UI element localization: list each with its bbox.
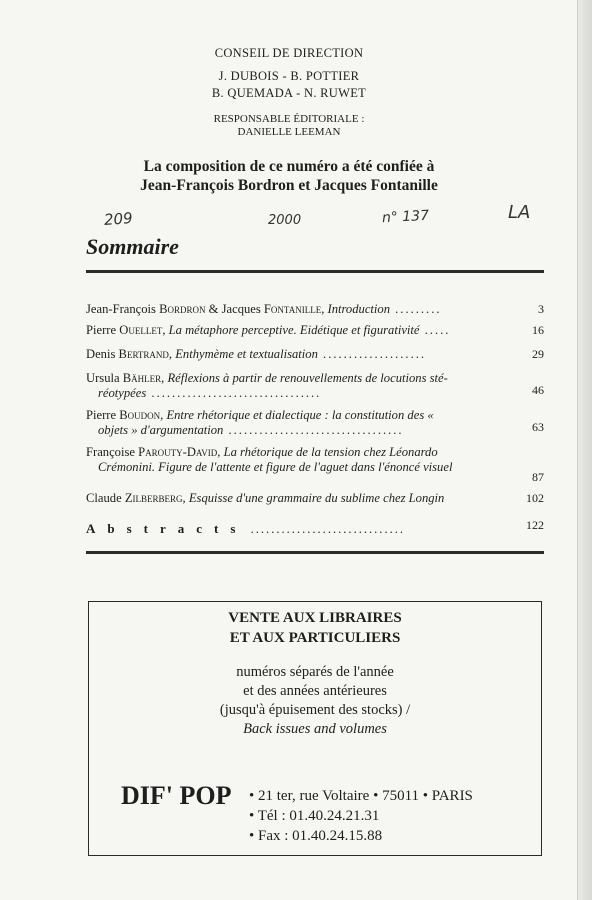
handwritten-note: 2000: [268, 213, 302, 228]
toc-author-last: Bähler: [122, 371, 162, 385]
toc-author-join: & Jacques: [205, 302, 264, 316]
toc-entry-continuation: [86, 386, 528, 401]
toc-page-number: 3: [538, 302, 544, 316]
toc-author-last: Ouellet: [119, 323, 163, 337]
toc-title: Enthymème et textualisation: [175, 347, 318, 361]
toc-leader: .....: [419, 323, 451, 337]
toc-author-last: Parouty-David: [138, 445, 218, 459]
toc-author-first: Pierre: [86, 323, 117, 337]
toc-entry: Denis Bertrand, Enthymème et textualisation ....................: [86, 347, 427, 361]
toc-page-number: 122: [526, 518, 544, 532]
toc-page-number: 87: [532, 470, 544, 484]
toc-page-number: 16: [532, 323, 544, 337]
toc-page-number: 102: [526, 491, 544, 505]
toc-leader: ....................: [317, 347, 427, 361]
sales-line-2: et des années antérieures: [243, 683, 387, 699]
toc-entry-continuation: [86, 423, 528, 438]
toc-page-number: 63: [532, 420, 544, 434]
publisher-fax: • Fax : 01.40.24.15.88: [249, 828, 383, 844]
toc-entry: Pierre Boudon, Entre rhétorique et dialectique : la constitution des «: [86, 408, 434, 422]
sales-heading-1: VENTE AUX LIBRAIRES: [228, 610, 402, 626]
toc-title-continuation: Crémonini. Figure de l'attente et figure de l'aguet dans l'énoncé visuel: [98, 460, 453, 474]
handwritten-note: LA: [508, 202, 531, 223]
toc-title: Réflexions à partir de renouvellements de locutions sté-: [167, 371, 448, 385]
toc-entry: Ursula Bähler, Réflexions à partir de renouvellements de locutions sté-: [86, 371, 448, 385]
toc-entry: Françoise Parouty-David, La rhétorique de la tension chez Léonardo: [86, 445, 438, 459]
toc-author-last: Zilberberg: [124, 491, 183, 505]
toc-author-first: Pierre: [86, 408, 117, 422]
sales-heading-2: ET AUX PARTICULIERS: [229, 630, 401, 646]
toc-leader: ..................................: [223, 423, 404, 437]
sales-box: [88, 601, 542, 856]
toc-author-first: Ursula: [86, 371, 120, 385]
toc-title-continuation: objets » d'argumentation: [98, 423, 224, 437]
composition-line-1: La composition de ce numéro a été confiée à: [143, 158, 435, 175]
toc-leader: .................................: [146, 386, 322, 400]
toc-entry: Pierre Ouellet, La métaphore perceptive. Eidétique et figurativité .....: [86, 323, 451, 337]
sales-line-3: (jusqu'à épuisement des stocks) /: [219, 702, 411, 718]
toc-author-last: Boudon: [119, 408, 161, 422]
toc-leader: .........: [390, 302, 442, 316]
toc-author-last: Bordron: [159, 302, 206, 316]
publisher-name: DIF' POP: [121, 781, 232, 810]
toc-author-first: Denis: [86, 347, 116, 361]
toc-author-first: Jean-François: [86, 302, 156, 316]
composition-line-2: Jean-François Bordron et Jacques Fontanille: [140, 177, 438, 194]
council-title: CONSEIL DE DIRECTION: [214, 46, 364, 60]
sommaire-title: Sommaire: [86, 234, 179, 259]
responsible-editor-label: RESPONSABLE ÉDITORIALE :: [213, 113, 365, 125]
publisher-address: • 21 ter, rue Voltaire • 75011 • PARIS: [249, 788, 473, 804]
divider: [86, 551, 544, 554]
toc-title: La métaphore perceptive. Eidétique et figurativité: [168, 323, 420, 337]
sales-line-4: Back issues and volumes: [243, 721, 387, 737]
toc-entry: Claude Zilberberg, Esquisse d'une grammaire du sublime chez Longin: [86, 491, 445, 505]
toc-title: Introduction: [327, 302, 390, 316]
page-edge: [577, 0, 592, 900]
toc-entry: Jean-François Bordron & Jacques Fontanille, Introduction .........: [86, 302, 442, 316]
toc-entry-abstracts: [86, 521, 516, 537]
council-members-line-1: J. DUBOIS - B. POTTIER: [218, 69, 360, 83]
toc-title: La rhétorique de la tension chez Léonardo: [223, 445, 438, 459]
abstracts-label: Abstracts: [86, 521, 248, 536]
toc-author-first: Claude: [86, 491, 122, 505]
council-members-line-2: B. QUEMADA - N. RUWET: [211, 86, 367, 100]
toc-author-first: Françoise: [86, 445, 135, 459]
toc-entry-continuation: [86, 460, 528, 475]
publisher-phone: • Tél : 01.40.24.21.31: [249, 808, 380, 824]
sales-line-1: numéros séparés de l'année: [236, 664, 394, 680]
toc-title-continuation: réotypées: [98, 386, 147, 400]
toc-page-number: 29: [532, 347, 544, 361]
divider: [86, 270, 544, 273]
toc-author-last: Fontanille: [263, 302, 322, 316]
handwritten-note: n° 137: [381, 207, 430, 227]
toc-title: Esquisse d'une grammaire du sublime chez Longin: [188, 491, 445, 505]
toc-page-number: 46: [532, 383, 544, 397]
toc-author-last: Bertrand: [118, 347, 169, 361]
handwritten-note: 209: [103, 209, 134, 229]
responsible-editor-name: DANIELLE LEEMAN: [237, 126, 341, 138]
toc-leader: ..............................: [250, 522, 406, 536]
toc-title: Entre rhétorique et dialectique : la constitution des «: [166, 408, 434, 422]
